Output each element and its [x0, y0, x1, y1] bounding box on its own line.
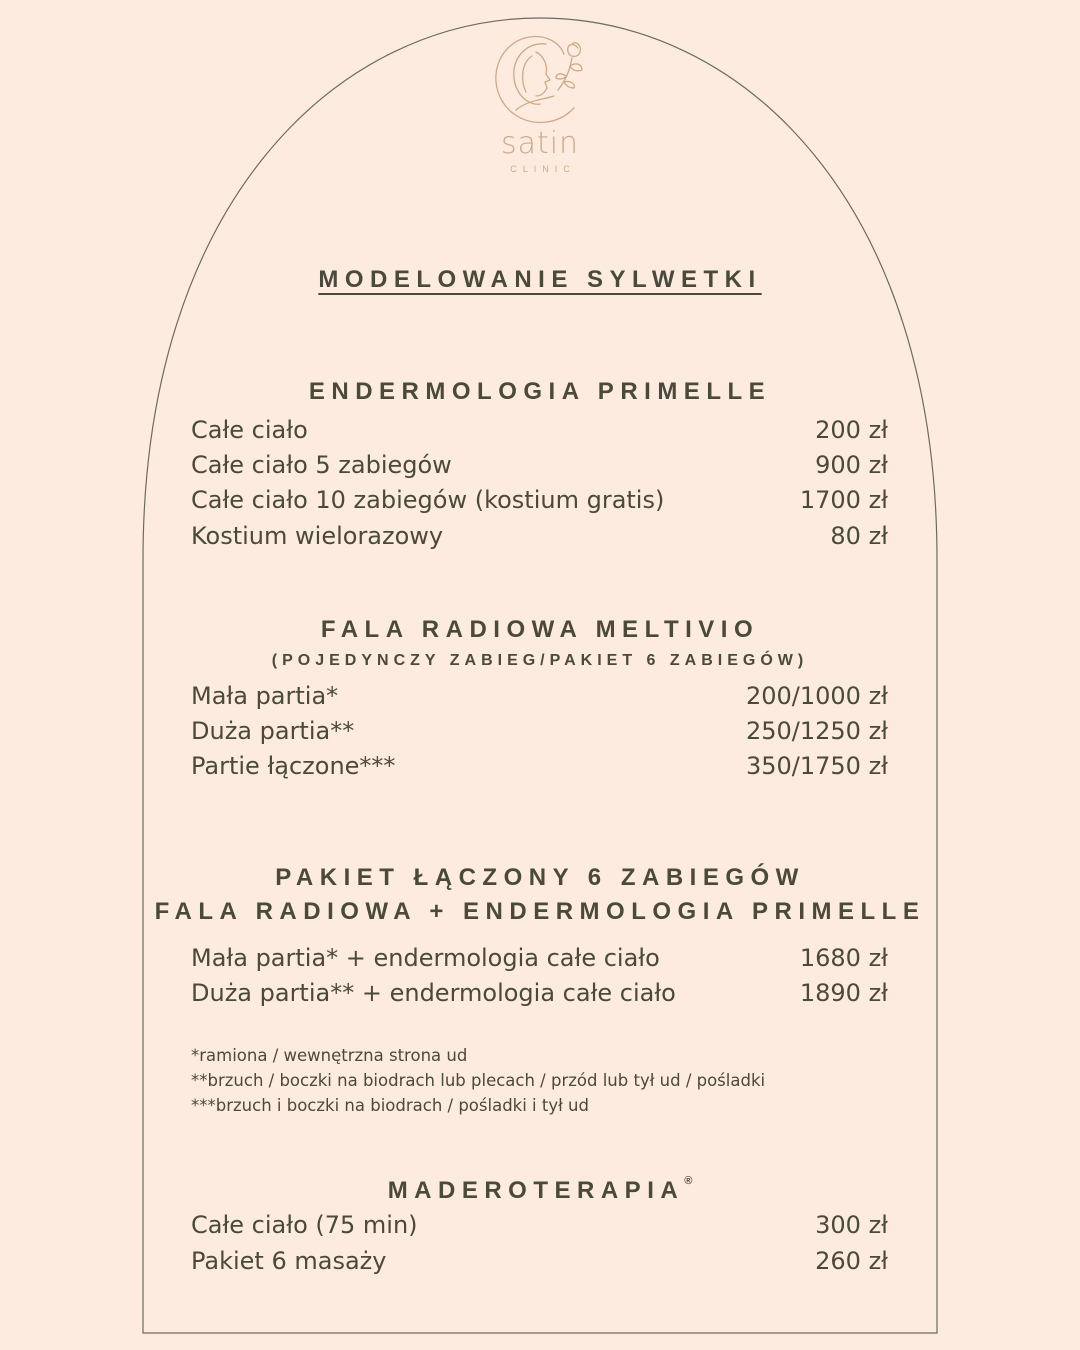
section-title-text: MADEROTERAPIA [387, 1177, 685, 1204]
item-name: Partie łączone*** [191, 752, 396, 780]
section-title-endermologia: ENDERMOLOGIA PRIMELLE [308, 378, 772, 405]
item-price: 900 zł [815, 451, 888, 479]
item-name: Całe ciało (75 min) [191, 1211, 418, 1239]
price-row [191, 413, 888, 447]
footnote: ***brzuch i boczki na biodrach / pośladki i tył ud [191, 1096, 589, 1115]
item-name: Kostium wielorazowy [191, 522, 444, 550]
item-name: Duża partia** + endermologia całe ciało [191, 979, 676, 1007]
section-title-pakiet: PAKIET ŁĄCZONY 6 ZABIEGÓW [275, 864, 805, 891]
item-price: 1890 zł [799, 979, 888, 1007]
item-price: 200/1000 zł [745, 682, 888, 710]
item-price: 350/1750 zł [745, 752, 888, 780]
page-title: MODELOWANIE SYLWETKI [318, 266, 762, 293]
item-name: Mała partia* [191, 682, 339, 710]
price-row [191, 1208, 888, 1242]
price-row [191, 519, 888, 553]
item-price: 1700 zł [799, 486, 888, 514]
item-name: Mała partia* + endermologia całe ciało [191, 944, 660, 972]
price-row [191, 976, 888, 1010]
section-title2-pakiet: FALA RADIOWA + ENDERMOLOGIA PRIMELLE [154, 898, 926, 925]
item-price: 80 zł [830, 522, 888, 550]
item-price: 1680 zł [799, 944, 888, 972]
footnote: **brzuch / boczki na biodrach lub plecach / przód lub tył ud / pośladki [191, 1071, 766, 1090]
section-title-maderoterapia [0, 1177, 1080, 1205]
logo-icon [486, 26, 596, 136]
price-row [191, 714, 888, 748]
item-name: Duża partia** [191, 717, 355, 745]
section-title-fala-radiowa: FALA RADIOWA MELTIVIO [320, 616, 760, 643]
price-row [191, 448, 888, 482]
item-name: Całe ciało 10 zabiegów (kostium gratis) [191, 486, 665, 514]
price-row [191, 483, 888, 517]
price-row [191, 941, 888, 975]
registered-mark: ® [684, 1175, 693, 1187]
item-price: 200 zł [815, 416, 888, 444]
footnote: *ramiona / wewnętrzna strona ud [191, 1046, 468, 1065]
item-price: 260 zł [815, 1247, 888, 1275]
item-price: 250/1250 zł [745, 717, 888, 745]
item-name: Całe ciało [191, 416, 308, 444]
item-name: Pakiet 6 masaży [191, 1247, 387, 1275]
item-name: Całe ciało 5 zabiegów [191, 451, 452, 479]
brand-name: satin [500, 126, 580, 161]
price-row [191, 1244, 888, 1278]
item-price: 300 zł [815, 1211, 888, 1239]
price-row [191, 679, 888, 713]
brand-tagline: CLINIC [510, 164, 576, 174]
price-row [191, 749, 888, 783]
section-subtitle-fala-radiowa: (POJEDYNCZY ZABIEG/PAKIET 6 ZABIEGÓW) [271, 652, 809, 669]
